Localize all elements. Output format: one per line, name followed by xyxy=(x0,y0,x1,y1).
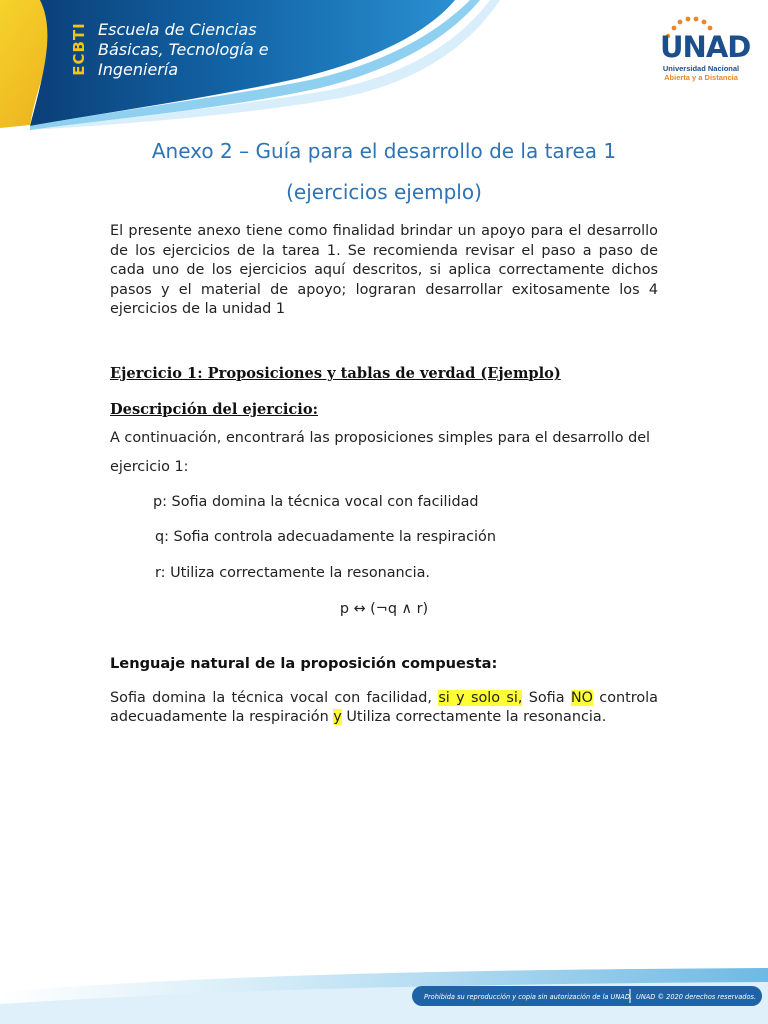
description-heading: Descripción del ejercicio: xyxy=(110,401,318,418)
school-name-line3: Ingeniería xyxy=(98,60,179,79)
natural-language-paragraph xyxy=(110,689,658,726)
natural-text-part1: Sofia domina la técnica vocal con facilidad, xyxy=(110,690,439,706)
school-name-line1: Escuela de Ciencias xyxy=(98,20,257,39)
natural-text-part2: Sofia xyxy=(522,690,571,706)
natural-text-part3: controla adecuadamente la respiración xyxy=(110,690,658,725)
proposition-q: q: Sofia controla adecuadamente la respiración xyxy=(155,529,496,545)
highlight-si-y-solo-si: si y solo si, xyxy=(438,690,523,706)
natural-language-heading: Lenguaje natural de la proposición compuesta: xyxy=(110,655,498,672)
unad-logo-line2: Abierta y a Distancia xyxy=(664,73,738,82)
footer-copyright-notice: Prohibida su reproducción y copia sin autorización de la UNAD. xyxy=(424,993,632,1001)
page-header-banner xyxy=(0,0,768,130)
exercise-heading: Ejercicio 1: Proposiciones y tablas de verdad (Ejemplo) xyxy=(110,365,561,382)
description-paragraph: A continuación, encontrará las proposiciones simples para el desarrollo del ejercicio 1: xyxy=(110,430,651,475)
unad-logo xyxy=(658,14,751,86)
document-subtitle: (ejercicios ejemplo) xyxy=(286,180,482,204)
highlight-y: y xyxy=(333,708,342,725)
document-title: Anexo 2 – Guía para el desarrollo de la tarea 1 xyxy=(151,139,617,163)
page-footer xyxy=(0,962,768,1024)
school-name xyxy=(98,20,298,80)
footer-rights-reserved: UNAD © 2020 derechos reservados. xyxy=(636,993,757,1001)
intro-paragraph: El presente anexo tiene como finalidad brindar un apoyo para el desarrollo de los ejercicios de la tarea 1. Se recomienda revisar el paso a paso de cada uno de los ejercicios aquí descritos, si aplica correctamente dichos pasos y el material de apoyo; lograran desarrollar exitosamente los 4 ejercicios de la unidad 1 xyxy=(110,223,658,317)
ecbti-vertical-label xyxy=(66,14,92,84)
ecbti-text: ECBTI xyxy=(70,22,89,76)
unad-logo-line1: Universidad Nacional xyxy=(662,64,740,73)
proposition-p: p: Sofia domina la técnica vocal con facilidad xyxy=(153,494,479,510)
unad-logo-word: UNAD xyxy=(660,30,751,64)
natural-text-part4: Utiliza correctamente la resonancia. xyxy=(341,708,607,725)
highlight-no: NO xyxy=(570,690,593,706)
compound-formula: p ↔ (¬q ∧ r) xyxy=(339,601,429,617)
school-name-line2: Básicas, Tecnología e xyxy=(98,40,269,59)
proposition-r: r: Utiliza correctamente la resonancia. xyxy=(155,565,430,581)
